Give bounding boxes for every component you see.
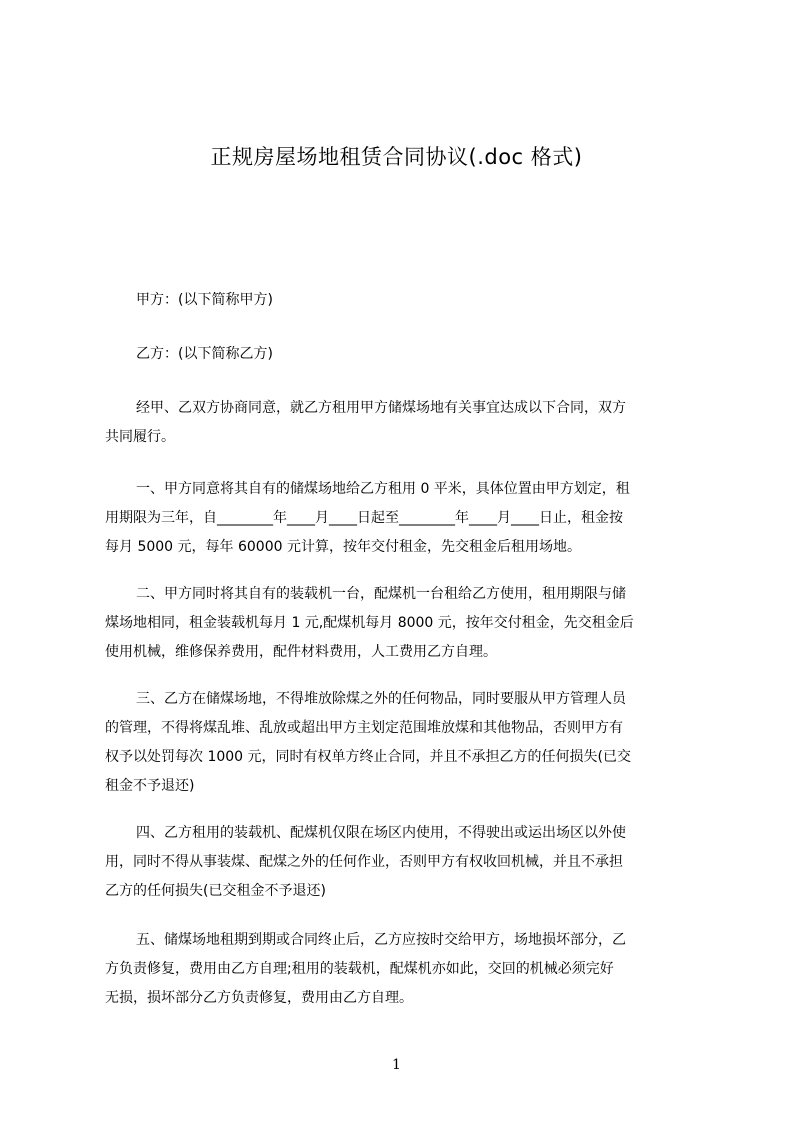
clause-4-paragraph xyxy=(105,823,699,910)
clause-5-line: 无损，损坏部分乙方负责修复，费用由乙方自理。 xyxy=(105,990,413,1006)
clause-3-line: 三、乙方在储煤场地，不得堆放除煤之外的任何物品，同时要服从甲方管理人员 xyxy=(136,691,626,707)
clause-4-line: 用，同时不得从事装煤、配煤之外的任何作业，否则甲方有权收回机械，并且不承担 xyxy=(105,854,623,870)
party-b-paragraph xyxy=(105,344,699,373)
party-a-line: 甲方：(以下简称甲方) xyxy=(136,292,273,308)
clause-1-line: 用期限为三年，自________年____月____日起至________年____月____日止，租金按 xyxy=(105,510,623,526)
clause-2-line: 煤场地相同，租金装载机每月 1 元,配煤机每月 8000 元，按年交付租金，先交租金后 xyxy=(105,615,634,631)
page-number: 1 xyxy=(392,1057,401,1073)
clause-3-line: 权予以处罚每次 1000 元，同时有权单方终止合同，并且不承担乙方的任何损失(已交 xyxy=(105,749,631,765)
intro-line: 共同履行。 xyxy=(105,429,175,445)
intro-line: 经甲、乙双方协商同意，就乙方租用甲方储煤场地有关事宜达成以下合同，双方 xyxy=(136,400,626,416)
clause-3-paragraph xyxy=(105,689,699,805)
clause-3-line: 租金不予退还) xyxy=(105,778,195,794)
clause-4-line: 乙方的任何损失(已交租金不予退还) xyxy=(105,883,326,899)
clause-1-line: 一、甲方同意将其自有的储煤场地给乙方租用 0 平米，具体位置由甲方划定，租 xyxy=(136,481,630,497)
clause-1-line: 每月 5000 元，每年 60000 元计算，按年交付租金，先交租金后租用场地。 xyxy=(105,539,581,555)
party-a-paragraph xyxy=(105,290,699,319)
clause-2-paragraph xyxy=(105,584,699,671)
clause-5-line: 方负责修复，费用由乙方自理;租用的装载机，配煤机亦如此，交回的机械必须完好 xyxy=(105,961,614,977)
document-title: 正规房屋场地租赁合同协议(.doc 格式) xyxy=(210,145,583,169)
clause-5-paragraph xyxy=(105,930,699,1017)
intro-paragraph xyxy=(105,398,699,456)
clause-3-line: 的管理，不得将煤乱堆、乱放或超出甲方主划定范围堆放煤和其他物品，否则甲方有 xyxy=(105,720,623,736)
party-b-line: 乙方：(以下简称乙方) xyxy=(136,346,273,362)
clause-5-line: 五、储煤场地租期到期或合同终止后，乙方应按时交给甲方，场地损坏部分，乙 xyxy=(136,932,626,948)
clause-2-line: 二、甲方同时将其自有的装载机一台，配煤机一台租给乙方使用，租用期限与储 xyxy=(136,586,626,602)
clause-4-line: 四、乙方租用的装载机、配煤机仅限在场区内使用，不得驶出或运出场区以外使 xyxy=(136,825,626,841)
clause-1-paragraph xyxy=(105,479,699,566)
clause-2-line: 使用机械，维修保养费用，配件材料费用，人工费用乙方自理。 xyxy=(105,644,497,660)
